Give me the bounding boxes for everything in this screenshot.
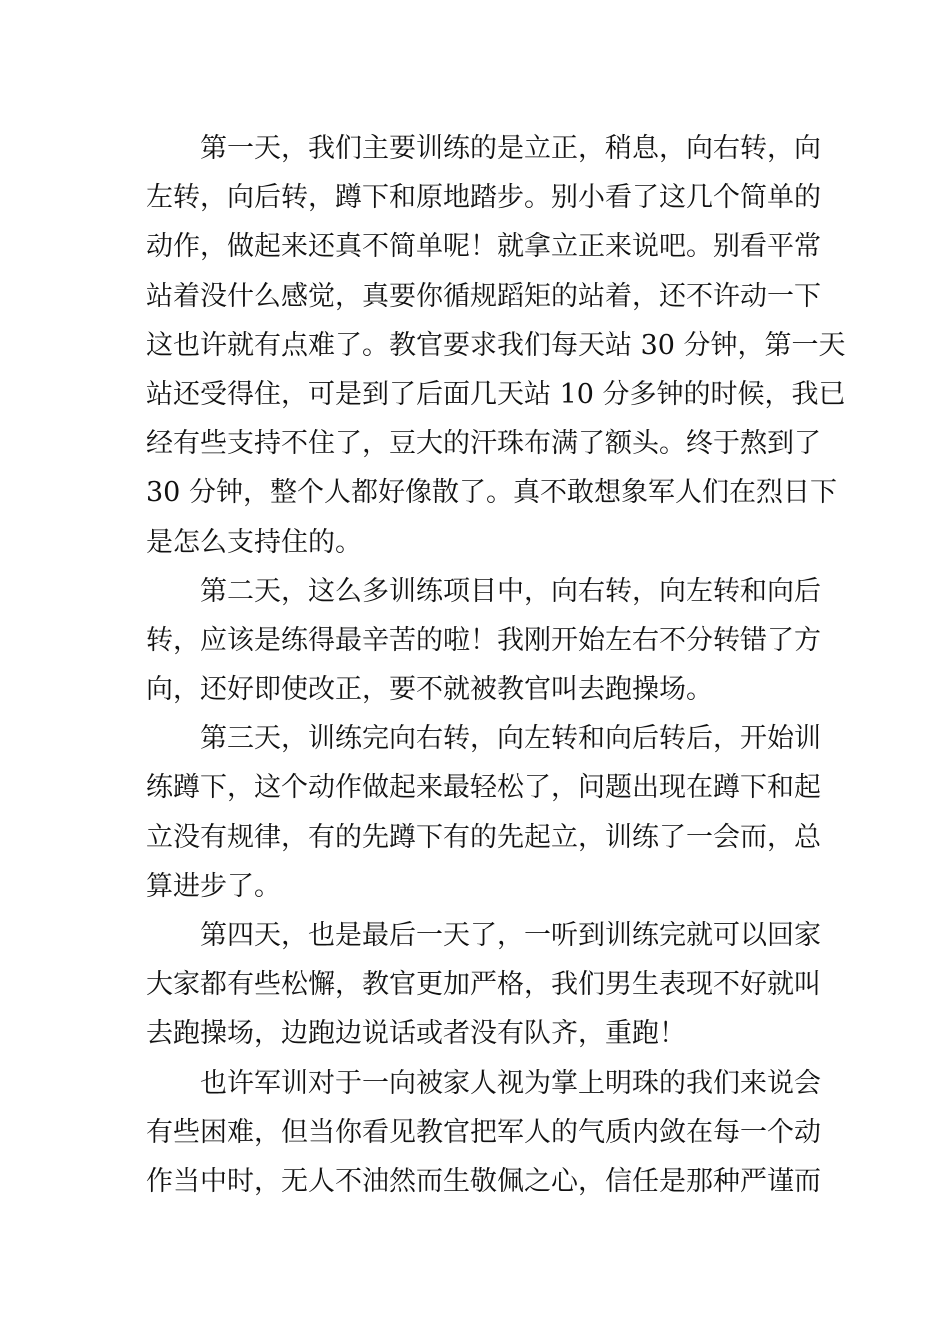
text-line: 作当中时，无人不油然而生敬佩之心，信任是那种严谨而: [146, 1165, 821, 1197]
text-line: 算进步了。: [146, 870, 281, 902]
paragraph-reflection: [146, 1059, 821, 1207]
paragraph-day-one: [146, 124, 846, 567]
text-line: 向，还好即使改正，要不就被教官叫去跑操场。: [146, 674, 713, 706]
text-line: 转，应该是练得最辛苦的啦！我刚开始左右不分转错了方: [146, 624, 821, 656]
text-line: 也许军训对于一向被家人视为掌上明珠的我们来说会: [200, 1067, 821, 1099]
text-line: 去跑操场，边跑边说话或者没有队齐，重跑！: [146, 1018, 686, 1050]
text-line: 这也许就有点难了。教官要求我们每天站 30 分钟，第一天: [146, 329, 846, 361]
text-line: 第二天，这么多训练项目中，向右转，向左转和向后: [200, 575, 821, 607]
text-line: 第三天，训练完向右转，向左转和向后转后，开始训: [200, 723, 821, 755]
body-text: [146, 124, 846, 1206]
text-line: 第四天，也是最后一天了，一听到训练完就可以回家: [200, 920, 821, 951]
text-line: 30 分钟，整个人都好像散了。真不敢想象军人们在烈日下: [146, 477, 837, 509]
text-line: 站着没什么感觉，真要你循规蹈矩的站着，还不许动一下: [146, 280, 821, 312]
text-line: 练蹲下，这个动作做起来最轻松了，问题出现在蹲下和起: [146, 772, 821, 804]
text-line: 经有些支持不住了，豆大的汗珠布满了额头。终于熬到了: [146, 428, 821, 460]
text-line: 有些困难，但当你看见教官把军人的气质内敛在每一个动: [146, 1116, 821, 1148]
text-line: 动作，做起来还真不简单呢！就拿立正来说吧。别看平常: [146, 231, 821, 263]
text-line: 站还受得住，可是到了后面几天站 10 分多钟的时候，我已: [146, 378, 846, 410]
text-line: 左转，向后转，蹲下和原地踏步。别小看了这几个简单的: [146, 182, 821, 214]
text-line: 第一天，我们主要训练的是立正，稍息，向右转，向: [200, 133, 821, 164]
text-line: 是怎么支持住的。: [146, 526, 362, 558]
paragraph-day-four: [146, 911, 821, 1059]
paragraph-day-three: [146, 714, 821, 911]
text-line: 大家都有些松懈，教官更加严格，我们男生表现不好就叫: [146, 969, 821, 1001]
text-line: 立没有规律，有的先蹲下有的先起立，训练了一会而，总: [146, 821, 821, 853]
paragraph-day-two: [146, 567, 821, 715]
